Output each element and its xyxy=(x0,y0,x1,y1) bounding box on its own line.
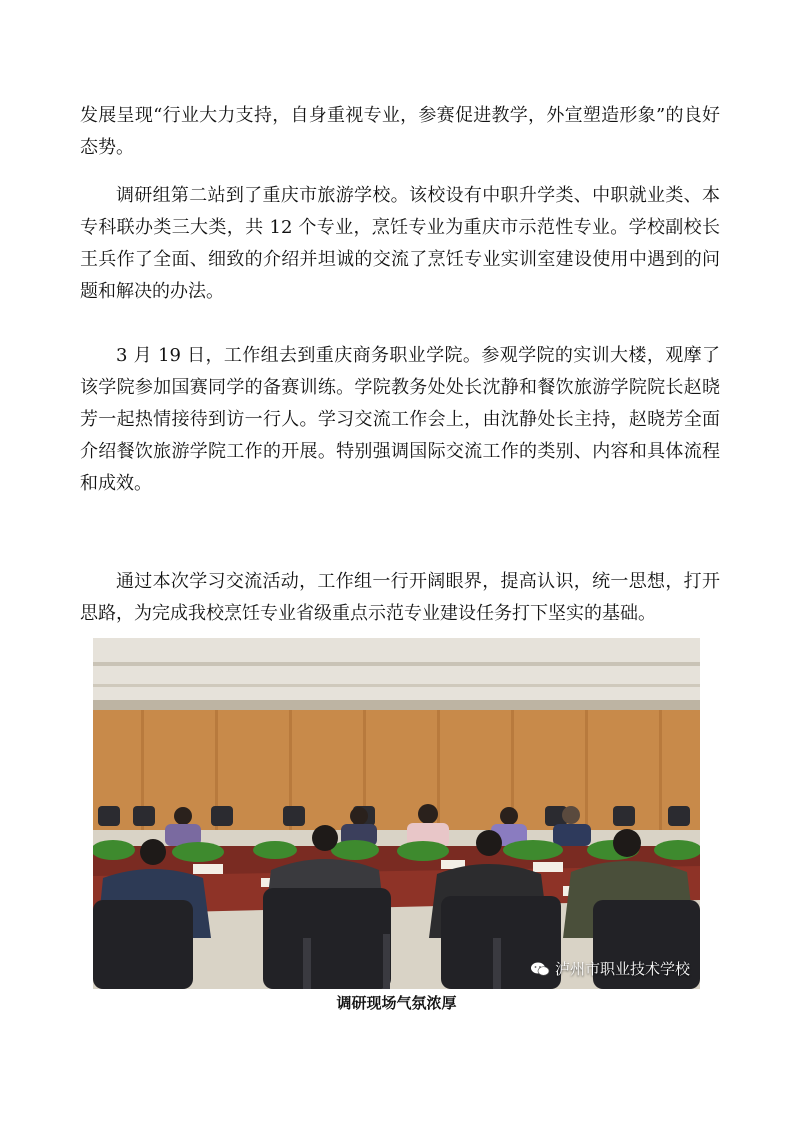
paragraph-march-19: 3 月 19 日，工作组去到重庆商务职业学院。参观学院的实训大楼，观摩了该学院参加国赛同学的备赛训练。学院教务处处长沈静和餐饮旅游学院院长赵晓芳一起热情接待到访一行人。学习交流工作会上，由沈静处长主持，赵晓芳全面介绍餐饮旅游学院工作的开展。特别强调国际交流工作的类别、内容和具体流程和成效。 xyxy=(80,345,720,494)
paragraph-conclusion: 通过本次学习交流活动，工作组一行开阔眼界，提高认识，统一思想，打开思路，为完成我校烹饪专业省级重点示范专业建设任务打下坚实的基础。 xyxy=(80,571,720,624)
meeting-photo xyxy=(93,638,700,989)
photo-caption: 调研现场气氛浓厚 xyxy=(336,994,457,1012)
photo-watermark xyxy=(530,958,690,979)
paragraph-second-stop: 调研组第二站到了重庆市旅游学校。该校设有中职升学类、中职就业类、本专科联办类三大类，共 12 个专业，烹饪专业为重庆市示范性专业。学校副校长王兵作了全面、细致的介绍并坦诚的交流了烹饪专业实训室建设使用中遇到的问题和解决的办法。 xyxy=(80,185,720,302)
wechat-icon xyxy=(530,961,550,977)
watermark-text: 泸州市职业技术学校 xyxy=(554,960,690,978)
paragraph-intro-end: 发展呈现“行业大力支持，自身重视专业，参赛促进教学，外宣塑造形象”的良好态势。 xyxy=(80,105,720,158)
